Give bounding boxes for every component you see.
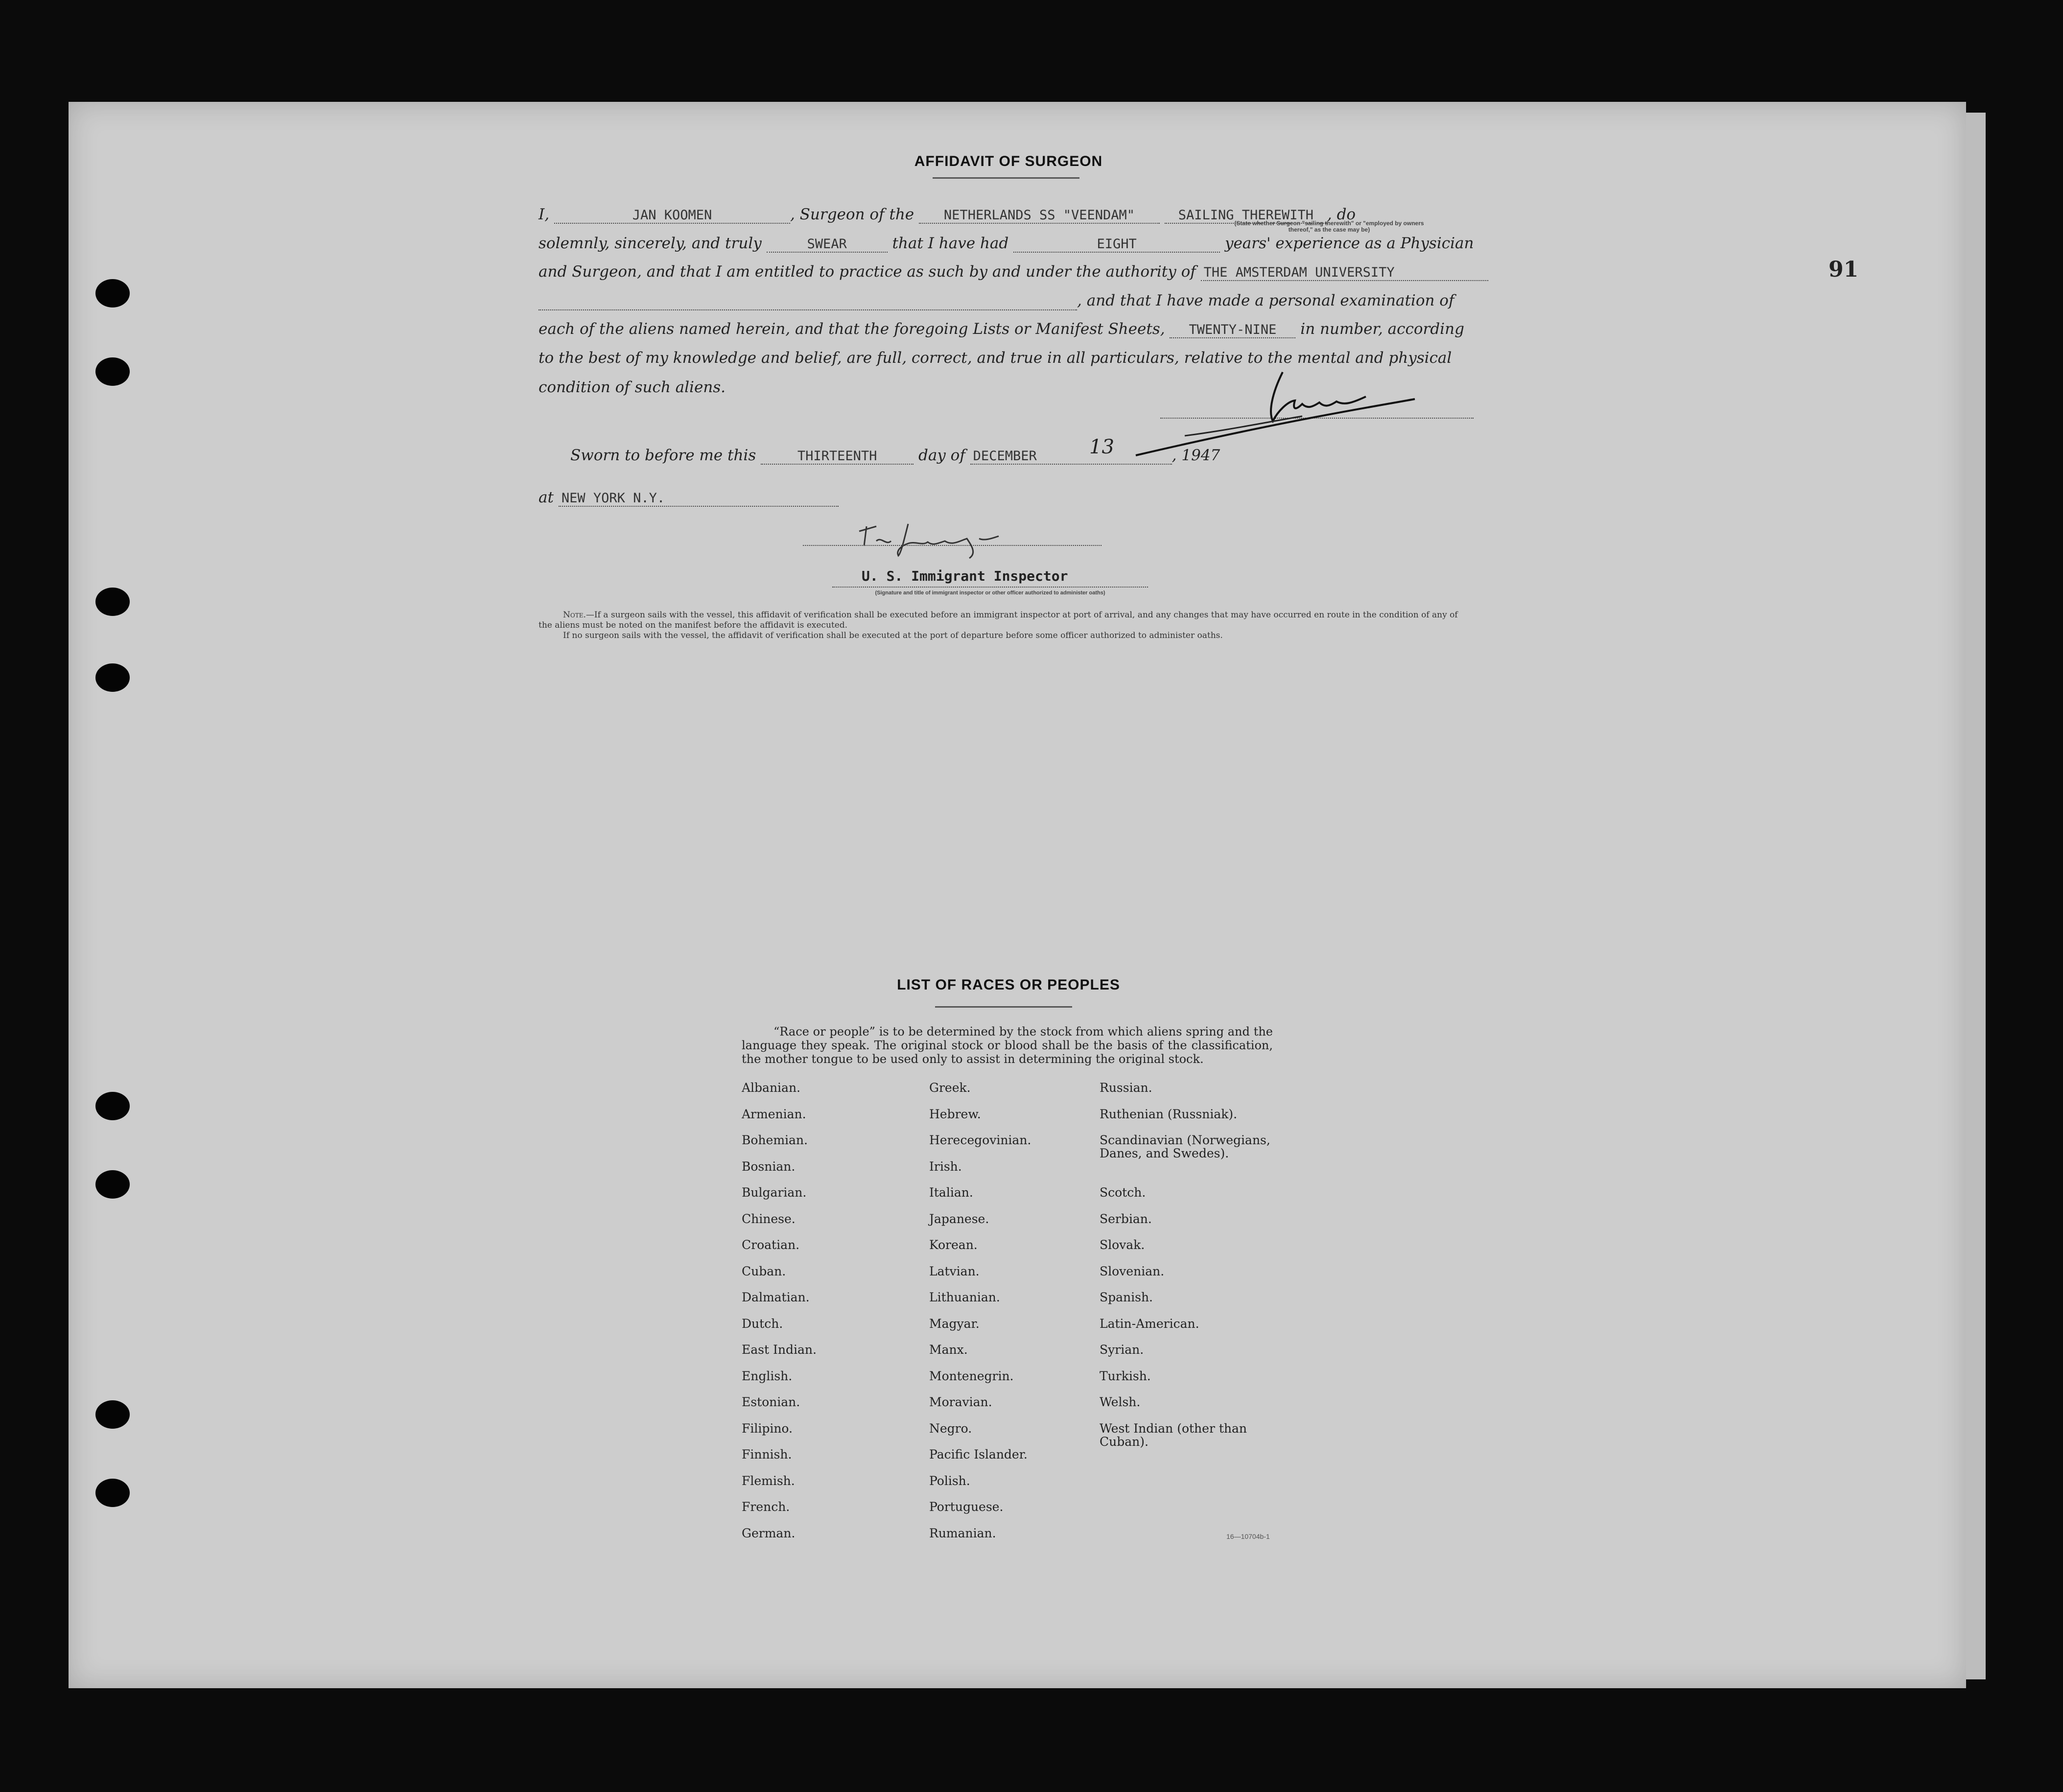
race-item: Manx. bbox=[929, 1343, 968, 1357]
inspector-signature bbox=[803, 517, 1106, 566]
sheet-edge bbox=[1966, 113, 1986, 1679]
binder-hole bbox=[95, 1170, 130, 1199]
races-title: LIST OF RACES OR PEOPLES bbox=[897, 977, 1120, 993]
affidavit-line-3: and Surgeon, and that I am entitled to practice as such by and under the authority of THE AMSTERDAM UNIVERSITY bbox=[539, 263, 1488, 281]
binder-hole bbox=[95, 279, 130, 307]
vessel-field: NETHERLANDS SS "VEENDAM" bbox=[919, 208, 1160, 224]
race-item: Ruthenian (Russniak). bbox=[1100, 1107, 1238, 1121]
inspector-title-line bbox=[832, 587, 1148, 588]
race-item: Latin-American. bbox=[1100, 1316, 1199, 1331]
race-item: Spanish. bbox=[1100, 1290, 1153, 1304]
race-item: Syrian. bbox=[1100, 1343, 1144, 1357]
races-title-rule bbox=[935, 1006, 1072, 1008]
race-item: Bosnian. bbox=[742, 1159, 796, 1174]
race-item: Chinese. bbox=[742, 1211, 796, 1226]
sworn-month-field: DECEMBER bbox=[970, 448, 1172, 465]
note-text-2: If no surgeon sails with the vessel, the affidavit of verification shall be executed at the port of departure before some officer authorized to administer oaths. bbox=[563, 631, 1223, 640]
race-column-1 bbox=[742, 1081, 817, 1553]
binder-hole bbox=[95, 1400, 130, 1429]
race-item: Flemish. bbox=[742, 1473, 795, 1488]
race-item: Rumanian. bbox=[929, 1526, 996, 1540]
location-line: at NEW YORK N.Y. bbox=[539, 489, 839, 507]
sailing-status-caption: (State whether Surgeon "sailing therewith" or "employed by owners thereof," as the case may be) bbox=[1234, 220, 1424, 233]
inspector-title: U. S. Immigrant Inspector bbox=[862, 568, 1068, 584]
affidavit-title: AFFIDAVIT OF SURGEON bbox=[914, 153, 1103, 169]
affidavit-line-4: , and that I have made a personal examination of bbox=[1077, 292, 1454, 309]
location-field: NEW YORK N.Y. bbox=[559, 491, 839, 507]
races-intro: “Race or people” is to be determined by the stock from which aliens spring and the language they speak. The original stock or blood shall be the basis of the classification, the mother tongue to be used only to assist in determining the original stock. bbox=[742, 1025, 1273, 1066]
inspector-signature-line bbox=[803, 545, 1102, 546]
years-field: EIGHT bbox=[1013, 236, 1220, 253]
sworn-day-field: THIRTEENTH bbox=[761, 448, 914, 465]
affidavit-line-1: I, JAN KOOMEN , Surgeon of the NETHERLANDS SS "VEENDAM" SAILING THEREWITH , do bbox=[539, 206, 1356, 223]
affidavit-line-2: solemnly, sincerely, and truly SWEAR that I have had EIGHT years' experience as a Physician bbox=[539, 235, 1474, 252]
race-item: Turkish. bbox=[1100, 1368, 1151, 1383]
race-item: German. bbox=[742, 1526, 796, 1540]
race-item: Slovenian. bbox=[1100, 1264, 1165, 1278]
race-item: Latvian. bbox=[929, 1264, 980, 1278]
title-rule bbox=[933, 177, 1079, 179]
race-item: Slovak. bbox=[1100, 1238, 1145, 1252]
race-item: Filipino. bbox=[742, 1421, 793, 1436]
race-item: Portuguese. bbox=[929, 1500, 1004, 1514]
authority-continuation-line bbox=[539, 309, 1077, 310]
authority-field: THE AMSTERDAM UNIVERSITY bbox=[1201, 265, 1488, 281]
surgeon-name-field: JAN KOOMEN bbox=[554, 208, 790, 224]
race-item: Finnish. bbox=[742, 1447, 792, 1462]
page-number: 91 bbox=[1829, 257, 1859, 282]
binder-hole bbox=[95, 1479, 130, 1507]
race-item: Lithuanian. bbox=[929, 1290, 1000, 1304]
race-item: Magyar. bbox=[929, 1316, 980, 1331]
race-item: Montenegrin. bbox=[929, 1368, 1014, 1383]
note-label: Note. bbox=[563, 610, 586, 620]
affidavit-line-5: each of the aliens named herein, and that the foregoing Lists or Manifest Sheets, TWENTY-NINE in number, according bbox=[539, 320, 1464, 338]
race-item: Estonian. bbox=[742, 1395, 800, 1409]
race-item: East Indian. bbox=[742, 1343, 817, 1357]
race-item: Cuban. bbox=[742, 1264, 786, 1278]
race-item: Bulgarian. bbox=[742, 1185, 807, 1200]
race-item: Croatian. bbox=[742, 1238, 800, 1252]
race-item: Polish. bbox=[929, 1473, 970, 1488]
race-item: Korean. bbox=[929, 1238, 978, 1252]
affidavit-line-7: condition of such aliens. bbox=[539, 378, 726, 396]
race-item: Pacific Islander. bbox=[929, 1447, 1028, 1462]
sheet-count-field: TWENTY-NINE bbox=[1170, 322, 1295, 338]
race-item: Russian. bbox=[1100, 1081, 1152, 1095]
oath-field: SWEAR bbox=[767, 236, 888, 253]
race-item: Japanese. bbox=[929, 1211, 989, 1226]
race-item: Greek. bbox=[929, 1081, 971, 1095]
affidavit-line-6: to the best of my knowledge and belief, are full, correct, and true in all particulars, relative to the mental and physical bbox=[539, 349, 1452, 367]
race-item: Irish. bbox=[929, 1159, 962, 1174]
race-column-2 bbox=[929, 1081, 1031, 1553]
race-item: Dalmatian. bbox=[742, 1290, 810, 1304]
race-item: Scotch. bbox=[1100, 1185, 1146, 1200]
race-item: Hebrew. bbox=[929, 1107, 981, 1121]
race-item: West Indian (other than Cuban). bbox=[1100, 1421, 1247, 1449]
inspector-caption: (Signature and title of immigrant inspector or other officer authorized to administer oaths) bbox=[875, 590, 1105, 596]
form-number: 16—10704b-1 bbox=[1226, 1533, 1270, 1540]
sailing-status-field: SAILING THEREWITH bbox=[1165, 208, 1327, 224]
race-item: Scandinavian (Norwegians, Danes, and Swedes). bbox=[1100, 1133, 1270, 1160]
race-item: Albanian. bbox=[742, 1081, 801, 1095]
race-item: Moravian. bbox=[929, 1395, 992, 1409]
race-item: Welsh. bbox=[1100, 1395, 1141, 1409]
race-column-3 bbox=[1100, 1081, 1270, 1448]
race-item: Negro. bbox=[929, 1421, 972, 1436]
race-item: English. bbox=[742, 1368, 793, 1383]
race-item: Bohemian. bbox=[742, 1133, 808, 1147]
race-item: French. bbox=[742, 1500, 790, 1514]
sworn-line: Sworn to before me this THIRTEENTH day of DECEMBER , 1947 bbox=[570, 447, 1220, 464]
binder-hole bbox=[95, 1092, 130, 1120]
race-item: Serbian. bbox=[1100, 1211, 1152, 1226]
surgeon-signature bbox=[1126, 362, 1449, 460]
race-item: Dutch. bbox=[742, 1316, 783, 1331]
race-item: Herecegovinian. bbox=[929, 1133, 1032, 1147]
binder-hole bbox=[95, 663, 130, 692]
affidavit-note bbox=[539, 610, 1474, 641]
binder-hole bbox=[95, 357, 130, 386]
note-text-1: —If a surgeon sails with the vessel, this affidavit of verification shall be executed before an immigrant inspector at port of arrival, and any changes that may have occurred en route in the condition of any of the aliens must be noted on the manifest before the affidavit is executed. bbox=[539, 610, 1458, 630]
handwritten-date: 13 bbox=[1089, 436, 1114, 458]
binder-hole bbox=[95, 588, 130, 616]
race-item: Italian. bbox=[929, 1185, 973, 1200]
race-item: Armenian. bbox=[742, 1107, 806, 1121]
